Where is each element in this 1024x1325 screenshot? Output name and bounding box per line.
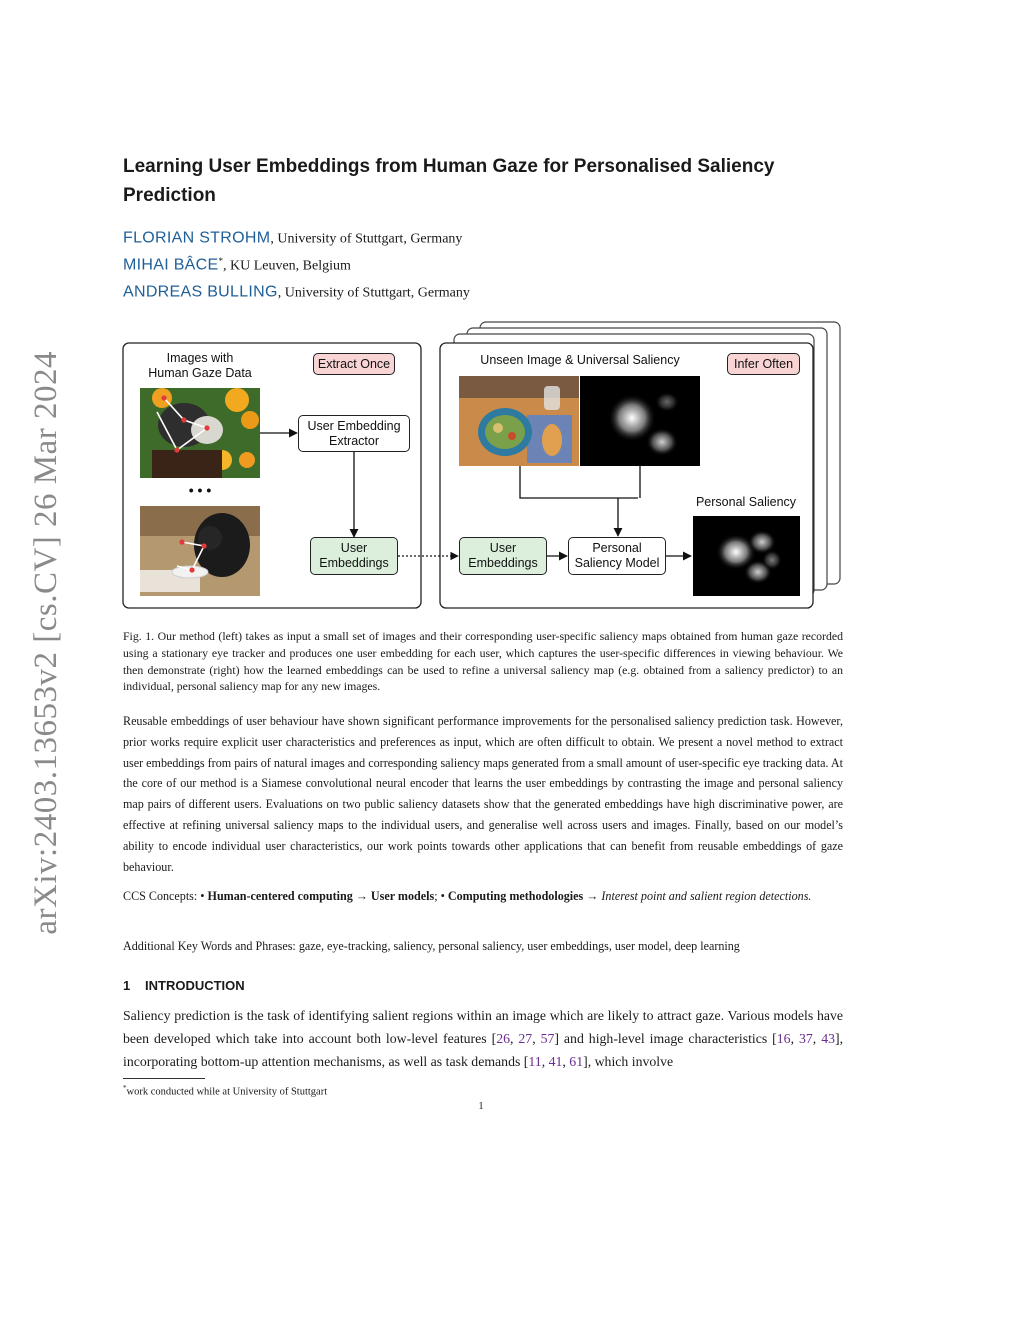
model-line1: Personal (592, 541, 642, 555)
figure-1 (122, 320, 842, 612)
ccs-concepts (123, 886, 843, 907)
right-embeddings-line2: Embeddings (468, 556, 538, 570)
citation-link[interactable]: 26 (496, 1031, 510, 1046)
author-list (123, 221, 843, 302)
paper-title: Learning User Embeddings from Human Gaze for Personalised Saliency Prediction (123, 156, 775, 206)
left-user-embeddings-box (310, 537, 398, 575)
author-name[interactable]: FLORIAN STROHM (123, 229, 271, 247)
ccs-concept-2-sub: Interest point and salient region detections (601, 889, 809, 903)
left-embeddings-line2: Embeddings (319, 556, 389, 570)
right-user-embeddings-box (459, 537, 547, 575)
personal-saliency-map (693, 516, 800, 596)
author-3 (123, 275, 843, 302)
universal-saliency-map (580, 376, 700, 466)
extract-once-text: Extract Once (317, 356, 391, 371)
extractor-line2: Extractor (328, 433, 379, 448)
gaze-image-dog-plate (140, 506, 260, 596)
author-name[interactable]: MIHAI BÂCE (123, 256, 219, 274)
ccs-concept-1-sub: User models (370, 889, 435, 903)
footnote-text: work conducted while at University of Stuttgart (126, 1086, 328, 1098)
citation-link[interactable]: 11 (528, 1054, 542, 1069)
author-affiliation: , University of Stuttgart, Germany (270, 231, 463, 247)
footnote (123, 1081, 327, 1100)
citation-link[interactable]: 57 (540, 1031, 555, 1046)
ccs-concept-1: Human-centered computing (207, 889, 353, 903)
footnote-rule (123, 1078, 205, 1079)
intro-text: Saliency prediction is the task of identifying salient regions within an image which are likely to attract gaze. Various models have been developed which take into account both low-level features [ (123, 1008, 843, 1046)
author-1 (123, 221, 843, 248)
author-2 (123, 248, 843, 275)
personal-saliency-label: Personal Saliency (695, 495, 797, 509)
ccs-end: . (808, 889, 812, 903)
infer-often-text: Infer Often (733, 356, 794, 371)
footnote-mark: * (123, 1084, 127, 1092)
user-embedding-extractor-box (298, 415, 410, 452)
citation-link[interactable]: 61 (569, 1054, 584, 1069)
abstract: Reusable embeddings of user behaviour have shown significant performance improvements for the personalised saliency prediction task. However, prior works require explicit user characteristics and preferences as input, which are often difficult to obtain. We present a novel method to extract user embeddings from pairs of natural images and corresponding saliency maps generated from a small amount of user-specific eye tracking data. At the core of our method is a Siamese convolutional neural encoder that learns the user embeddings by contrasting the image and personal saliency map pairs of different users. Evaluations on two public saliency datasets show that the generated embeddings have high discriminative power, are effective at refining universal saliency maps to the individual users, and generalise well across users and images. Finally, based on our model’s ability to encode individual user characteristics, our work points towards other applications that can benefit from reusable embeddings of gaze behaviour. (123, 714, 843, 874)
unseen-image-food (459, 376, 579, 466)
page-number: 1 (478, 1101, 484, 1112)
author-affiliation: , University of Stuttgart, Germany (277, 285, 470, 301)
ccs-label: CCS Concepts: • (123, 889, 208, 903)
intro-text: ], which involve (583, 1054, 674, 1069)
arxiv-stamp-text: arXiv:2403.13653v2 [cs.CV] 26 Mar 2024 (27, 351, 64, 935)
ccs-concept-2: Computing methodologies (447, 889, 584, 903)
citation-link[interactable]: 27 (518, 1031, 533, 1046)
ccs-separator: ; • (434, 889, 448, 903)
ccs-arrow-1: → (352, 889, 371, 903)
citation-link[interactable]: 43 (821, 1031, 835, 1046)
extractor-line1: User Embedding (307, 418, 401, 433)
section-number: 1 (123, 978, 131, 993)
section-title: INTRODUCTION (145, 978, 245, 993)
ccs-arrow-2: → (583, 889, 602, 903)
keywords: Additional Key Words and Phrases: gaze, eye-tracking, saliency, personal saliency, user embeddings, user model, deep learning (123, 939, 740, 953)
author-name[interactable]: ANDREAS BULLING (123, 283, 278, 301)
gaze-image-dog-flowers (140, 388, 260, 478)
images-label-line2: Human Gaze Data (148, 366, 252, 380)
model-line2: Saliency Model (574, 556, 660, 570)
author-affiliation: , KU Leuven, Belgium (222, 258, 351, 274)
intro-text: ], incorporating bottom-up attention mechanisms, as well as task demands [ (123, 1031, 844, 1069)
citation-link[interactable]: 37 (798, 1031, 813, 1046)
section-heading (123, 977, 843, 995)
intro-text: ] and high-level image characteristics [ (554, 1031, 777, 1046)
arxiv-stamp (22, 348, 70, 938)
personal-saliency-model-box (568, 537, 666, 575)
infer-often-badge (727, 353, 800, 375)
images-label-line1: Images with (166, 351, 234, 365)
author-mark: * (218, 256, 223, 266)
images-with-gaze-label (140, 351, 260, 381)
intro-paragraph: Saliency prediction is the task of identifying salient regions within an image which are likely to attract gaze. Various models have been developed which take into account both low-level features [26, 27, 57] and high-level image characteristics [16, 37, 43], incorporating bottom-up attention mechanisms, as well as task demands [11, 41, 61], which involve (123, 1008, 844, 1069)
citation-link[interactable]: 16 (776, 1031, 791, 1046)
right-embeddings-line1: User (489, 541, 517, 555)
extract-once-badge (313, 353, 395, 375)
unseen-image-label: Unseen Image & Universal Saliency (480, 353, 680, 367)
figure-caption: Fig. 1. Our method (left) takes as input a small set of images and their corresponding user-specific saliency maps obtained from human gaze recorded using a stationary eye tracker and produces one user embedding for each user, which captures the user-specific differences in viewing behaviour. We then demonstrate (right) how the learned embeddings can be used to refine a universal saliency map (e.g. obtained from a saliency predictor) to an individual, personal saliency map for any new images. (123, 629, 843, 694)
citation-link[interactable]: 41 (548, 1054, 563, 1069)
ellipsis: • • • (188, 482, 212, 498)
left-embeddings-line1: User (340, 541, 368, 555)
